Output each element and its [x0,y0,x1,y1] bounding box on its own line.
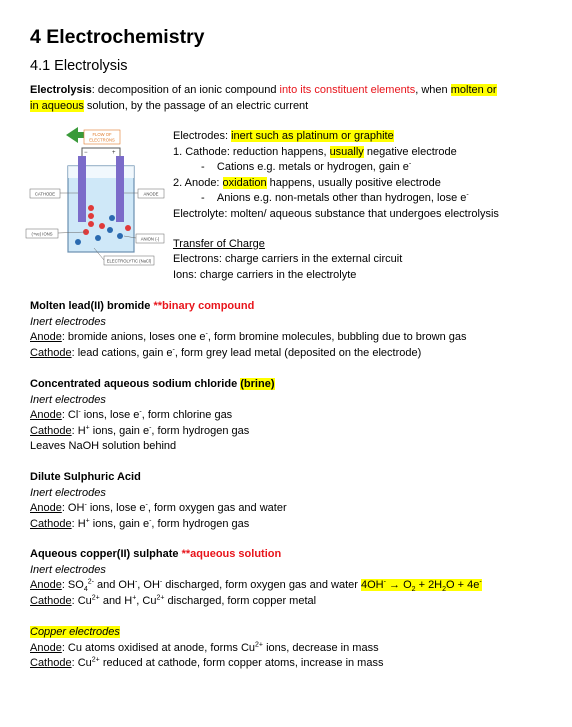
anode-text: Anode: OH- ions, lose e-, form oxygen gas and water [30,501,287,515]
electrolysis-definition: Electrolysis: decomposition of an ionic compound into its constituent elements, when molten or in aqueous solution, by the passage of an electric current [30,84,497,112]
section-lead-bromide [30,299,555,361]
page-title: 4 Electrochemistry [30,26,205,48]
cations-bullet: - Cations e.g. metals or hydrogen, gain e- [201,160,412,174]
electrolysis-diagram [24,126,166,274]
cation-label: (+ve) IONS [31,231,53,237]
cathode-text: Cathode: H+ ions, gain e-, form hydrogen gas [30,517,250,530]
cathode-text: Cathode: $Cu^{2+}$ reduced at cathode, form copper atoms, increase in mass [30,656,384,670]
section-heading: 4.1 Electrolysis [30,58,128,74]
anion-label: ANION (-) [140,236,160,242]
anode-text: Anode: Cu atoms oxidised at anode, forms $Cu^{2+}$ ions, decrease in mass [30,640,379,654]
section-subtitle: Inert electrodes [30,393,106,406]
minus-sign: − [84,150,88,156]
section-brine [30,377,555,455]
section-copper-sulphate [30,547,555,609]
cathode-label: CATHODE [34,191,56,197]
section-title: Dilute Sulphuric Acid [30,471,141,483]
section-subtitle: Inert electrodes [30,315,106,328]
definition-term: Electrolysis [30,84,92,96]
anode-text: Anode: $SO_4^{2-}$ and OH-, OH- discharged, form oxygen gas and water $4OH^- \to O_2 + 2H_2O + 4e^-$ [30,578,482,594]
extra-note: Leaves NaOH solution behind [30,440,177,453]
transfer-electrons: Electrons: charge carriers in the external circuit [173,253,403,266]
anode-line: 2. Anode: oxidation happens, usually positive electrode [173,176,441,189]
anode-label: ANODE [143,191,159,197]
section-copper-electrodes [30,625,555,672]
section-title: Concentrated aqueous sodium chloride (brine) [30,378,275,390]
cathode-text: Cathode: lead cations, gain e-, form grey lead metal (deposited on the electrode) [30,346,422,359]
flow-label-bottom: ELECTRONS [89,137,115,143]
transfer-ions: Ions: charge carriers in the electrolyte [173,268,357,281]
section-title: Copper electrodes [30,626,120,638]
cathode-electrode [78,156,86,222]
electrode-notes [173,129,553,283]
section-sulphuric-acid [30,470,555,532]
anode-equation: $4OH^- \to O_2 + 2H_2O + 4e^-$ [360,578,482,594]
cathode-text: Cathode: $Cu^{2+}$ and H+, $Cu^{2+}$ discharged, form copper metal [30,594,317,607]
flow-label-top: FLOW OF [92,132,112,137]
anode-text: Anode: bromide anions, loses one e-, form bromine molecules, bubbling due to brown gas [30,330,467,344]
cathode-text: Cathode: H+ ions, gain e-, form hydrogen gas [30,424,250,437]
transfer-heading: Transfer of Charge [173,237,265,250]
electrolyte-label: ELECTROLYTIC (NaCl) [106,258,152,264]
plus-sign: + [112,150,116,156]
section-title: Molten lead(II) bromide **binary compound [30,300,255,312]
section-subtitle: Inert electrodes [30,563,106,576]
section-subtitle: Inert electrodes [30,486,106,499]
electrolyte-line: Electrolyte: molten/ aqueous substance that undergoes electrolysis [173,207,499,220]
anions-bullet: - Anions e.g. non-metals other than hydrogen, lose e- [201,191,469,205]
anode-electrode [116,156,124,222]
electrodes-line: Electrodes: inert such as platinum or graphite [173,130,394,142]
anode-text: Anode: Cl- ions, lose e-, form chlorine gas [30,408,233,422]
cathode-line: 1. Cathode: reduction happens, usually negative electrode [173,145,457,158]
section-title: Aqueous copper(II) sulphate **aqueous solution [30,548,282,560]
